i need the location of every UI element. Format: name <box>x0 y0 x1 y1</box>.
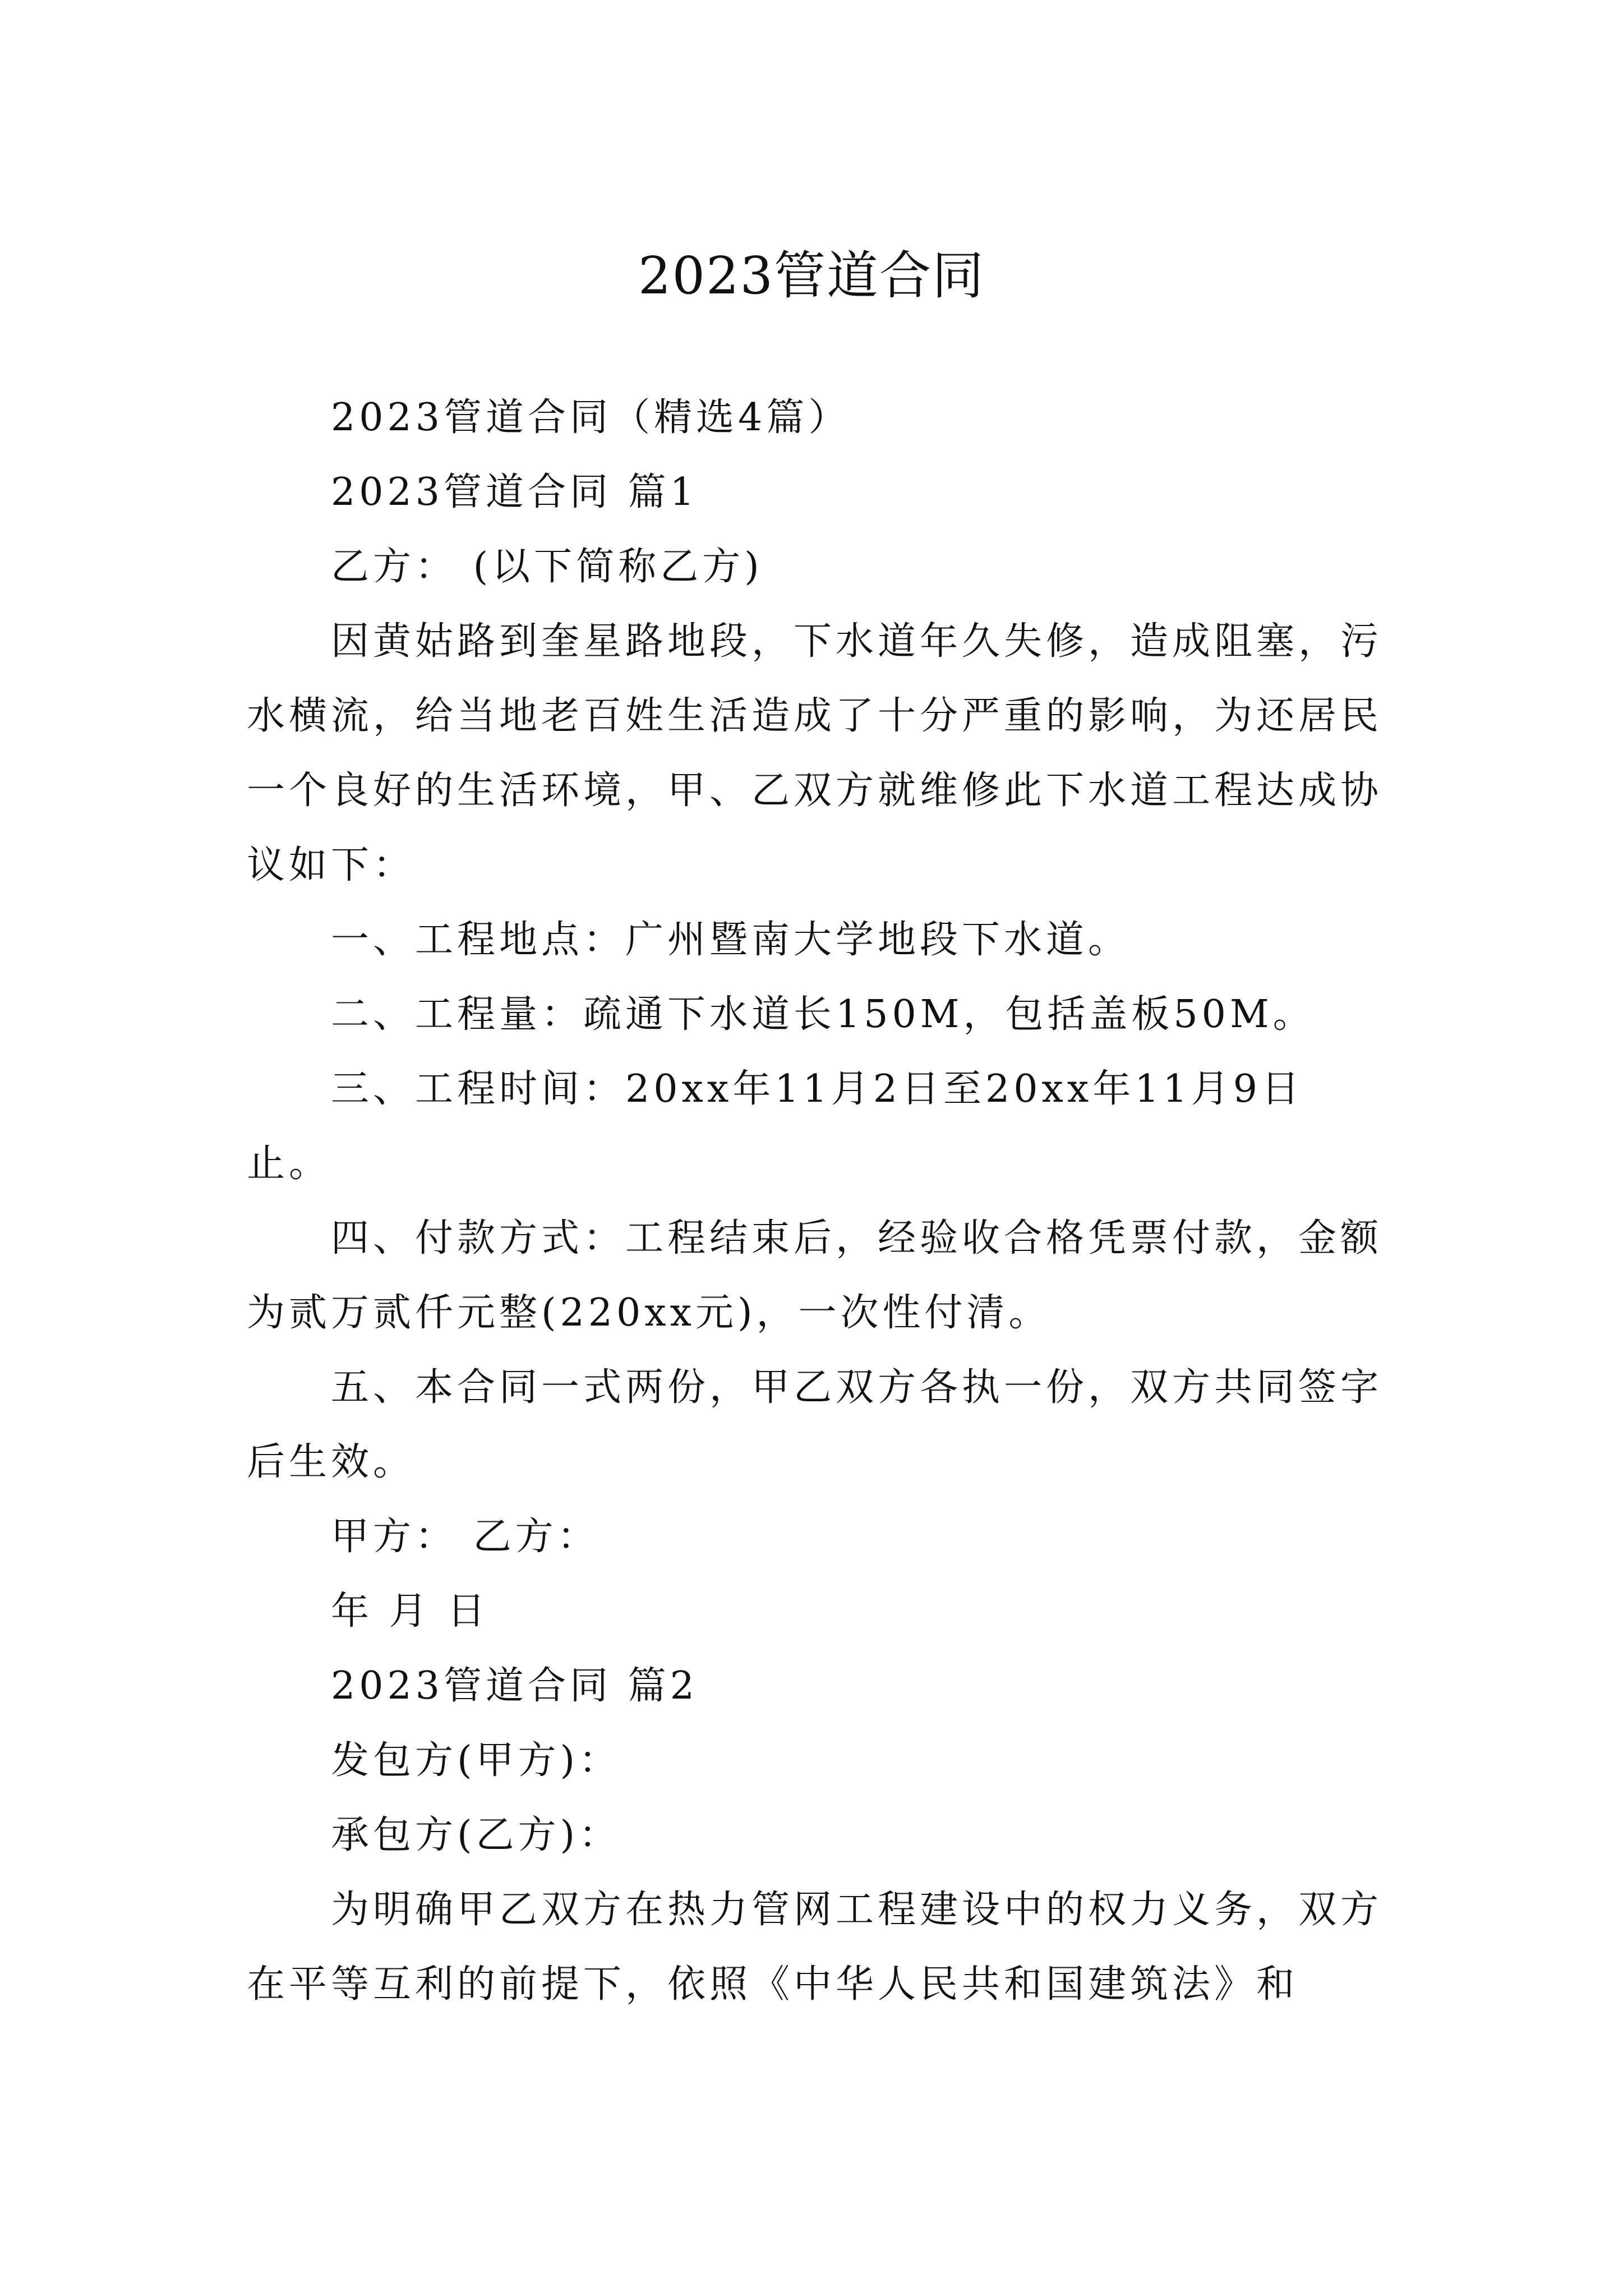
signature-line: 甲方： 乙方： <box>331 1515 600 1559</box>
clause-5: 五、本合同一式两份，甲乙双方各执一份，双方共同签字后生效。 <box>247 1365 1383 1484</box>
section-heading-2: 2023管道合同 篇2 <box>331 1664 698 1708</box>
contractor-line: 承包方(乙方)： <box>331 1813 621 1857</box>
clause-3: 三、工程时间：20xx年11月2日至20xx年11月9日止。 <box>247 1067 1304 1186</box>
date-line: 年 月 日 <box>331 1589 490 1634</box>
section-2-intro-paragraph: 为明确甲乙双方在热力管网工程建设中的权力义务，双方在平等互利的前提下，依照《中华人民共和国建筑法》和 <box>247 1888 1383 2007</box>
clause-2: 二、工程量：疏通下水道长150M，包括盖板50M。 <box>331 992 1315 1037</box>
employer-line: 发包方(甲方)： <box>331 1738 621 1783</box>
section-heading-1: 2023管道合同 篇1 <box>331 470 698 514</box>
party-b-line: 乙方： (以下简称乙方) <box>331 545 763 589</box>
document-body <box>247 380 1385 2022</box>
clause-4: 四、付款方式：工程结束后，经验收合格凭票付款，金额为贰万贰仟元整(220xx元)，一次性付清。 <box>247 1216 1383 1335</box>
document-subtitle: 2023管道合同（精选4篇） <box>331 395 851 440</box>
document-title: 2023管道合同 <box>638 245 985 306</box>
contract-intro-paragraph: 因黄姑路到奎星路地段，下水道年久失修，造成阻塞，污水横流，给当地老百姓生活造成了十分严重的影响，为还居民一个良好的生活环境，甲、乙双方就维修此下水道工程达成协议如下： <box>247 619 1383 887</box>
clause-1: 一、工程地点：广州暨南大学地段下水道。 <box>331 918 1131 962</box>
